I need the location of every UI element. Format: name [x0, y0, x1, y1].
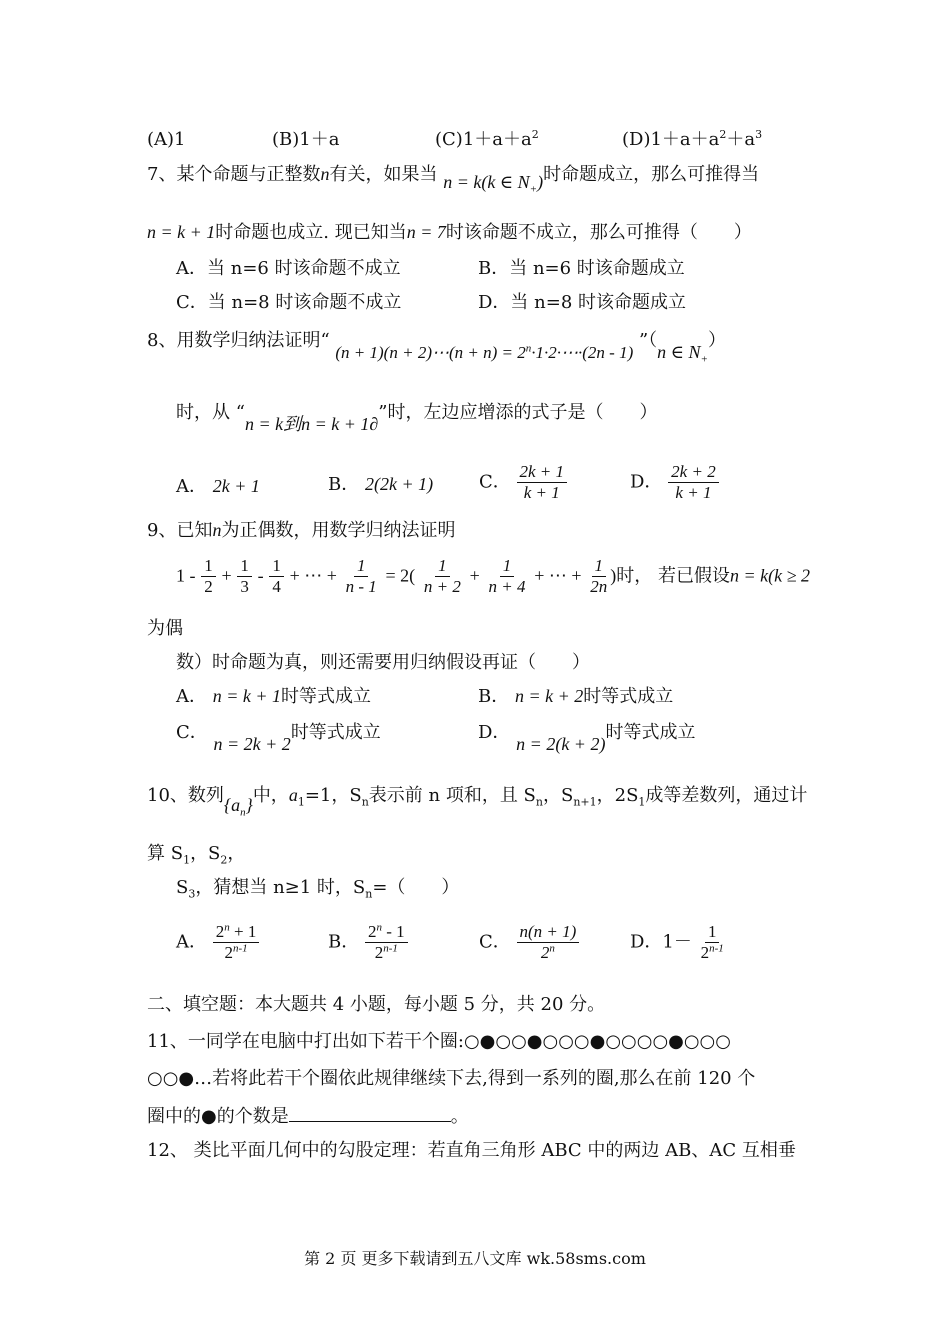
- q8-option-d: D． $\frac{2k + 2}{k + 1}$: [630, 462, 719, 503]
- q9-option-d: D． n = 2(k + 2)时等式成立: [478, 722, 696, 754]
- q11-line1: 11、一同学在电脑中打出如下若干个圈:○●○○●○○○●○○○○●○○○: [147, 1031, 731, 1052]
- q6-option-d: $(D)1+a+a^2+a^3$: [622, 128, 763, 150]
- q9-formula: 1 - $\frac{1}{2}$ + $\frac{1}{3}$ - $\frac{1}{4}$ + ⋯ + $\frac{1}{n - 1}$ = 2( $\frac{1}{n + 2}$ + $\frac{1}{n + 4}$ + ⋯ + $\frac{1}{2n}$ )时， 若已假设n = k(k ≥ 2: [176, 556, 811, 596]
- q9-option-c: C． n = 2k + 2时等式成立: [176, 722, 381, 754]
- q10-option-c: C． $\frac{n(n + 1)}{2^n}$: [479, 922, 579, 963]
- q7-option-d: D．当 n=8 时该命题成立: [478, 292, 687, 313]
- q6-option-b: (B)1＋a: [272, 129, 340, 150]
- q10-line1: 10、数列$\{a_n\}$中，$a_1=1$，$S_n$表示前 n 项和，且 $S_n$，$S_{n+1}$，$2S_1$成等差数列，通过计: [147, 785, 808, 819]
- q9-line3: 为偶: [147, 618, 183, 639]
- q8-line1: 8、用数学归纳法证明“ (n + 1)(n + 2)⋯(n + $n) = 2^n\cdot 1\cdot 2\cdot\cdots\cdot(2n - 1)$ ”（n ∈ $N_+$）: [147, 330, 726, 366]
- q11-line2: ○○●…若将此若干个圈依此规律继续下去,得到一系列的圈,那么在前 120 个: [147, 1068, 756, 1089]
- q7-option-b: B．当 n=6 时该命题成立: [478, 258, 685, 279]
- q7-option-a: A．当 n=6 时该命题不成立: [176, 258, 401, 279]
- q10-option-d: D．1－ $\frac{1}{2^{n-1}}$: [630, 922, 724, 962]
- q12-line1: 12、 类比平面几何中的勾股定理：若直角三角形 ABC 中的两边 AB、AC 互相垂: [147, 1140, 796, 1161]
- q6-option-a: (A)1: [147, 129, 186, 150]
- q9-option-b: B． n = k + 2时等式成立: [478, 686, 674, 707]
- section-2-heading: 二、填空题：本大题共 4 小题，每小题 5 分，共 20 分。: [147, 994, 606, 1015]
- q8-option-c: C． $\frac{2k + 1}{k + 1}$: [479, 462, 567, 503]
- q10-option-a: A． $\frac{2^n + 1}{2^{n-1}}$: [176, 922, 259, 963]
- q7-line1: 7、某个命题与正整数n有关，如果当 n = k(k ∈ $N_+$)时命题成立，那么可推得当: [147, 164, 760, 196]
- q10-line2: 算 $S_1$，$S_2$，: [147, 843, 246, 867]
- q7-line2: n = k + 1时命题也成立. 现已知当n = 7时该命题不成立，那么可推得（ ）: [147, 222, 752, 243]
- q8-option-b: B． 2(2k + 1): [328, 474, 434, 495]
- q6-option-c: $(C)1+a+a^2$: [435, 128, 539, 150]
- q10-line3: $S_3$，猜想当 n≥1 时，$S_n=$（ ）: [176, 877, 460, 901]
- page-footer: 第 2 页 更多下载请到五八文库 wk.58sms.com: [304, 1249, 646, 1268]
- q8-option-a: A． 2k + 1: [176, 476, 260, 497]
- q11-answer-blank: [289, 1103, 451, 1122]
- q9-line4: 数）时命题为真，则还需要用归纳假设再证（ ）: [176, 652, 590, 673]
- q8-line2: 时，从 “n = k到n = k + 1∂”时，左边应增添的式子是（ ）: [176, 402, 658, 434]
- q11-line3: 圈中的●的个数是 。: [147, 1103, 469, 1129]
- q9-option-a: A． n = k + 1时等式成立: [176, 686, 372, 707]
- q7-option-c: C．当 n=8 时该命题不成立: [176, 292, 402, 313]
- q10-option-b: B． $\frac{2^n - 1}{2^{n-1}}$: [328, 922, 408, 963]
- q9-line1: 9、已知n为正偶数，用数学归纳法证明: [147, 520, 456, 541]
